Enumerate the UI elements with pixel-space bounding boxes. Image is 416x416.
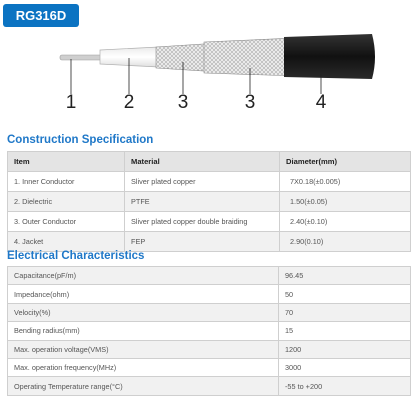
col-item: Item	[8, 152, 125, 172]
construction-header-row	[8, 152, 411, 172]
construction-table	[7, 151, 411, 252]
electrical-table	[7, 266, 411, 396]
table-row	[8, 212, 411, 232]
jacket	[284, 34, 375, 79]
construction-title: Construction Specification	[7, 134, 154, 146]
property-cell: Impedance(ohm)	[8, 285, 279, 303]
value-cell: -55 to +200	[279, 377, 411, 395]
property-cell: Max. operation frequency(MHz)	[8, 358, 279, 376]
electrical-title: Electrical Characteristics	[7, 250, 145, 262]
table-row	[8, 303, 411, 321]
item-cell: 1. Inner Conductor	[8, 172, 125, 192]
table-row	[8, 267, 411, 285]
value-cell: 70	[279, 303, 411, 321]
material-cell: FEP	[125, 232, 280, 252]
property-cell: Max. operation voltage(VMS)	[8, 340, 279, 358]
table-row	[8, 172, 411, 192]
value-cell: 3000	[279, 358, 411, 376]
material-cell: Sliver plated copper	[125, 172, 280, 192]
table-row	[8, 358, 411, 376]
label-outer-conductor-b: 3	[244, 92, 256, 113]
value-cell: 96.45	[279, 267, 411, 285]
property-cell: Bending radius(mm)	[8, 322, 279, 340]
value-cell: 50	[279, 285, 411, 303]
material-cell: PTFE	[125, 192, 280, 212]
diameter-cell: 2.40(±0.10)	[280, 212, 411, 232]
item-cell: 4. Jacket	[8, 232, 125, 252]
table-row	[8, 377, 411, 395]
table-row	[8, 232, 411, 252]
property-cell: Capacitance(pF/m)	[8, 267, 279, 285]
material-cell: Sliver plated copper double braiding	[125, 212, 280, 232]
diameter-cell: 1.50(±0.05)	[280, 192, 411, 212]
diameter-cell: 7X0.18(±0.005)	[280, 172, 411, 192]
cable-cross-section-diagram	[0, 22, 416, 114]
model-badge: RG316D	[3, 4, 79, 27]
item-cell: 2. Dielectric	[8, 192, 125, 212]
table-row	[8, 192, 411, 212]
diameter-cell: 2.90(0.10)	[280, 232, 411, 252]
table-row	[8, 322, 411, 340]
table-row	[8, 340, 411, 358]
col-material: Material	[125, 152, 280, 172]
property-cell: Velocity(%)	[8, 303, 279, 321]
table-row	[8, 285, 411, 303]
label-dielectric: 2	[123, 92, 135, 113]
label-outer-conductor-a: 3	[177, 92, 189, 113]
col-diameter: Diameter(mm)	[280, 152, 411, 172]
label-jacket: 4	[315, 92, 327, 113]
item-cell: 3. Outer Conductor	[8, 212, 125, 232]
value-cell: 15	[279, 322, 411, 340]
label-inner-conductor: 1	[65, 92, 77, 113]
property-cell: Operating Temperature range(°C)	[8, 377, 279, 395]
value-cell: 1200	[279, 340, 411, 358]
